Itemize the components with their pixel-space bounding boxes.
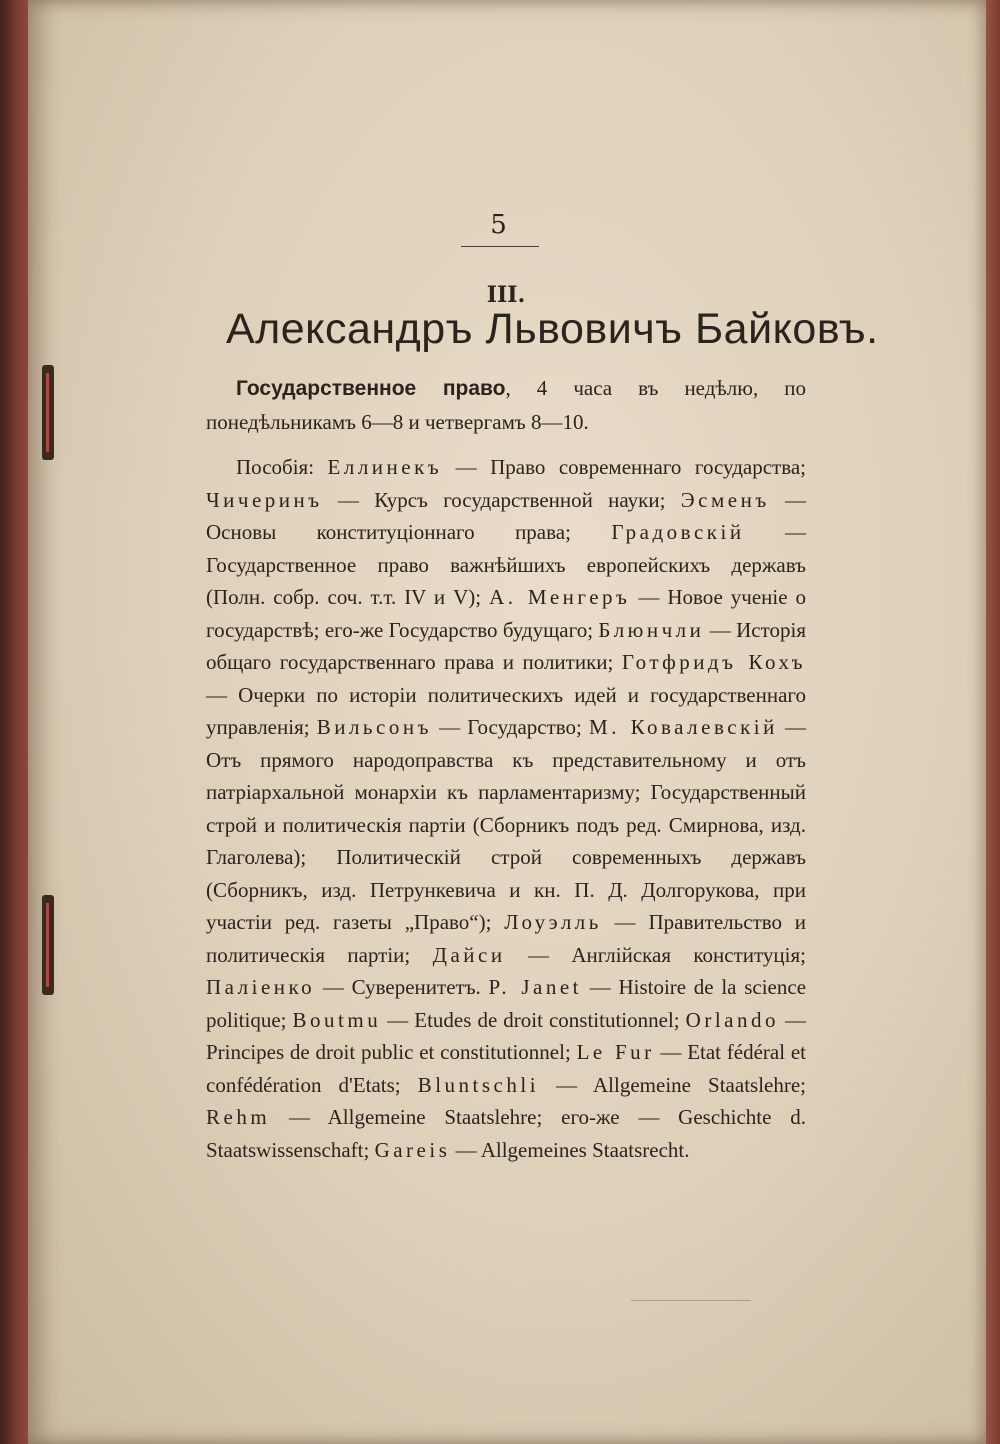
reference-title: Очерки по исторіи политическихъ идей и государственнаго управленія; bbox=[206, 682, 807, 739]
reference-separator: — bbox=[582, 975, 619, 999]
reference-separator: — bbox=[744, 520, 807, 544]
reference-author: М. Ковалевскій bbox=[589, 715, 778, 739]
reference-author: P. Janet bbox=[488, 975, 582, 999]
reference-separator: — bbox=[704, 617, 737, 642]
body-text bbox=[206, 372, 806, 1166]
reference-author: Вильсонъ bbox=[316, 715, 432, 739]
reference-title: Allgemeine Staatslehre; bbox=[593, 1072, 807, 1097]
reference-separator: — bbox=[206, 682, 239, 707]
reference-author: Паліенко bbox=[206, 975, 316, 999]
reference-title: Государство; bbox=[467, 715, 590, 739]
reference-separator: — bbox=[654, 1040, 688, 1064]
course-schedule: , 4 часа въ недѣлю, по понедѣльникамъ 6—8 и четвергамъ 8—10. bbox=[206, 376, 807, 434]
reference-title: Государственное право важнѣйшихъ европейскихъ державъ (Полн. собр. соч. т.т. IV и V); bbox=[206, 552, 806, 609]
binding-stitch bbox=[42, 895, 54, 995]
reference-separator: — bbox=[381, 1007, 415, 1032]
reference-author: Градовскій bbox=[611, 520, 745, 544]
references-paragraph bbox=[206, 451, 806, 1166]
reference-author: Rehm bbox=[206, 1105, 271, 1129]
page-number: 5 bbox=[490, 210, 507, 240]
reference-title: Исторія общаго государственнаго права и политики; bbox=[206, 617, 806, 674]
reference-author: Лоуэлль bbox=[504, 910, 602, 934]
references-list bbox=[206, 455, 806, 1162]
reference-separator: — bbox=[431, 715, 468, 739]
reference-item bbox=[206, 975, 489, 999]
reference-author: Блюнчли bbox=[598, 617, 705, 642]
reference-author: Эсменъ bbox=[680, 487, 770, 512]
reference-author: А. Менгеръ bbox=[489, 585, 631, 609]
bottom-rule bbox=[631, 1300, 751, 1301]
reference-item bbox=[418, 1073, 806, 1097]
reference-title: Суверенитетъ. bbox=[351, 975, 489, 999]
reference-separator: — bbox=[450, 1137, 481, 1162]
reference-separator: — bbox=[778, 1007, 807, 1032]
reference-author: Готфридъ Кохъ bbox=[621, 650, 807, 674]
reference-author: Gareis bbox=[374, 1137, 451, 1162]
course-paragraph bbox=[206, 372, 806, 438]
course-title: Государственное право bbox=[236, 377, 506, 400]
reference-separator: — bbox=[630, 585, 668, 609]
reference-title: Etudes de droit constitutionnel; bbox=[414, 1007, 686, 1032]
reference-separator: — bbox=[769, 487, 807, 512]
reference-item bbox=[206, 488, 681, 512]
reference-author: Еллинекъ bbox=[327, 455, 443, 479]
reference-author: Чичеринъ bbox=[206, 487, 323, 512]
reference-separator: — bbox=[601, 910, 649, 934]
references-label: Пособія: bbox=[236, 455, 315, 479]
reference-title: Курсъ государственной науки; bbox=[374, 487, 681, 512]
author-heading: Александръ Львовичъ Байковъ. bbox=[226, 305, 879, 353]
reference-author: Дайси bbox=[432, 942, 506, 967]
reference-title: Англійская конституція; bbox=[571, 942, 806, 967]
reference-item bbox=[375, 1138, 690, 1162]
reference-author: Le Fur bbox=[576, 1040, 655, 1064]
reference-item bbox=[206, 715, 806, 934]
reference-item bbox=[328, 455, 807, 479]
reference-separator: — bbox=[442, 455, 491, 479]
reference-separator: — bbox=[505, 942, 572, 967]
reference-separator: — bbox=[777, 715, 807, 739]
reference-title: Отъ прямого народоправства къ представительному и отъ патріархальной монархіи къ парламентаризму; Государственный строй и политическія партіи (Сборникъ подъ ред. Смирнова, изд. Глаголева); Политическій строй современныхъ державъ (Сборникъ, изд. Петрункевича и кн. П. Д. Долгорукова, при участіи ред. газеты „Право“); bbox=[206, 747, 806, 934]
reference-title: Principes de droit public et constitutionnel; bbox=[206, 1040, 577, 1064]
reference-item bbox=[433, 943, 806, 967]
section-numeral: III. bbox=[486, 282, 526, 308]
reference-title: Allgemeines Staatsrecht. bbox=[480, 1137, 690, 1162]
binding-stitch bbox=[42, 365, 54, 460]
reference-title: Allgemeine Staatslehre; его-же — Geschichte d. Staatswissenschaft; bbox=[206, 1105, 807, 1162]
reference-title: Etat fédéral et confédération d'Etats; bbox=[206, 1040, 806, 1097]
page-number-rule bbox=[461, 246, 539, 247]
reference-title: Основы конституціоннаго права; bbox=[206, 520, 612, 544]
reference-item bbox=[293, 1008, 686, 1032]
reference-item bbox=[317, 715, 589, 739]
reference-separator: — bbox=[315, 975, 352, 999]
reference-title: Право современнаго государства; bbox=[490, 455, 807, 479]
reference-separator: — bbox=[270, 1105, 328, 1129]
reference-separator: — bbox=[539, 1072, 594, 1097]
reference-title: Новое ученіе о государствѣ; его-же Государство будущаго; bbox=[206, 585, 807, 642]
reference-author: Boutmu bbox=[292, 1007, 382, 1032]
book-page bbox=[28, 0, 986, 1444]
reference-author: Bluntschli bbox=[417, 1072, 540, 1097]
reference-title: Правительство и политическія партіи; bbox=[206, 910, 807, 967]
reference-author: Orlando bbox=[685, 1007, 779, 1032]
reference-separator: — bbox=[322, 487, 375, 512]
reference-title: Histoire de la science politique; bbox=[206, 975, 807, 1032]
